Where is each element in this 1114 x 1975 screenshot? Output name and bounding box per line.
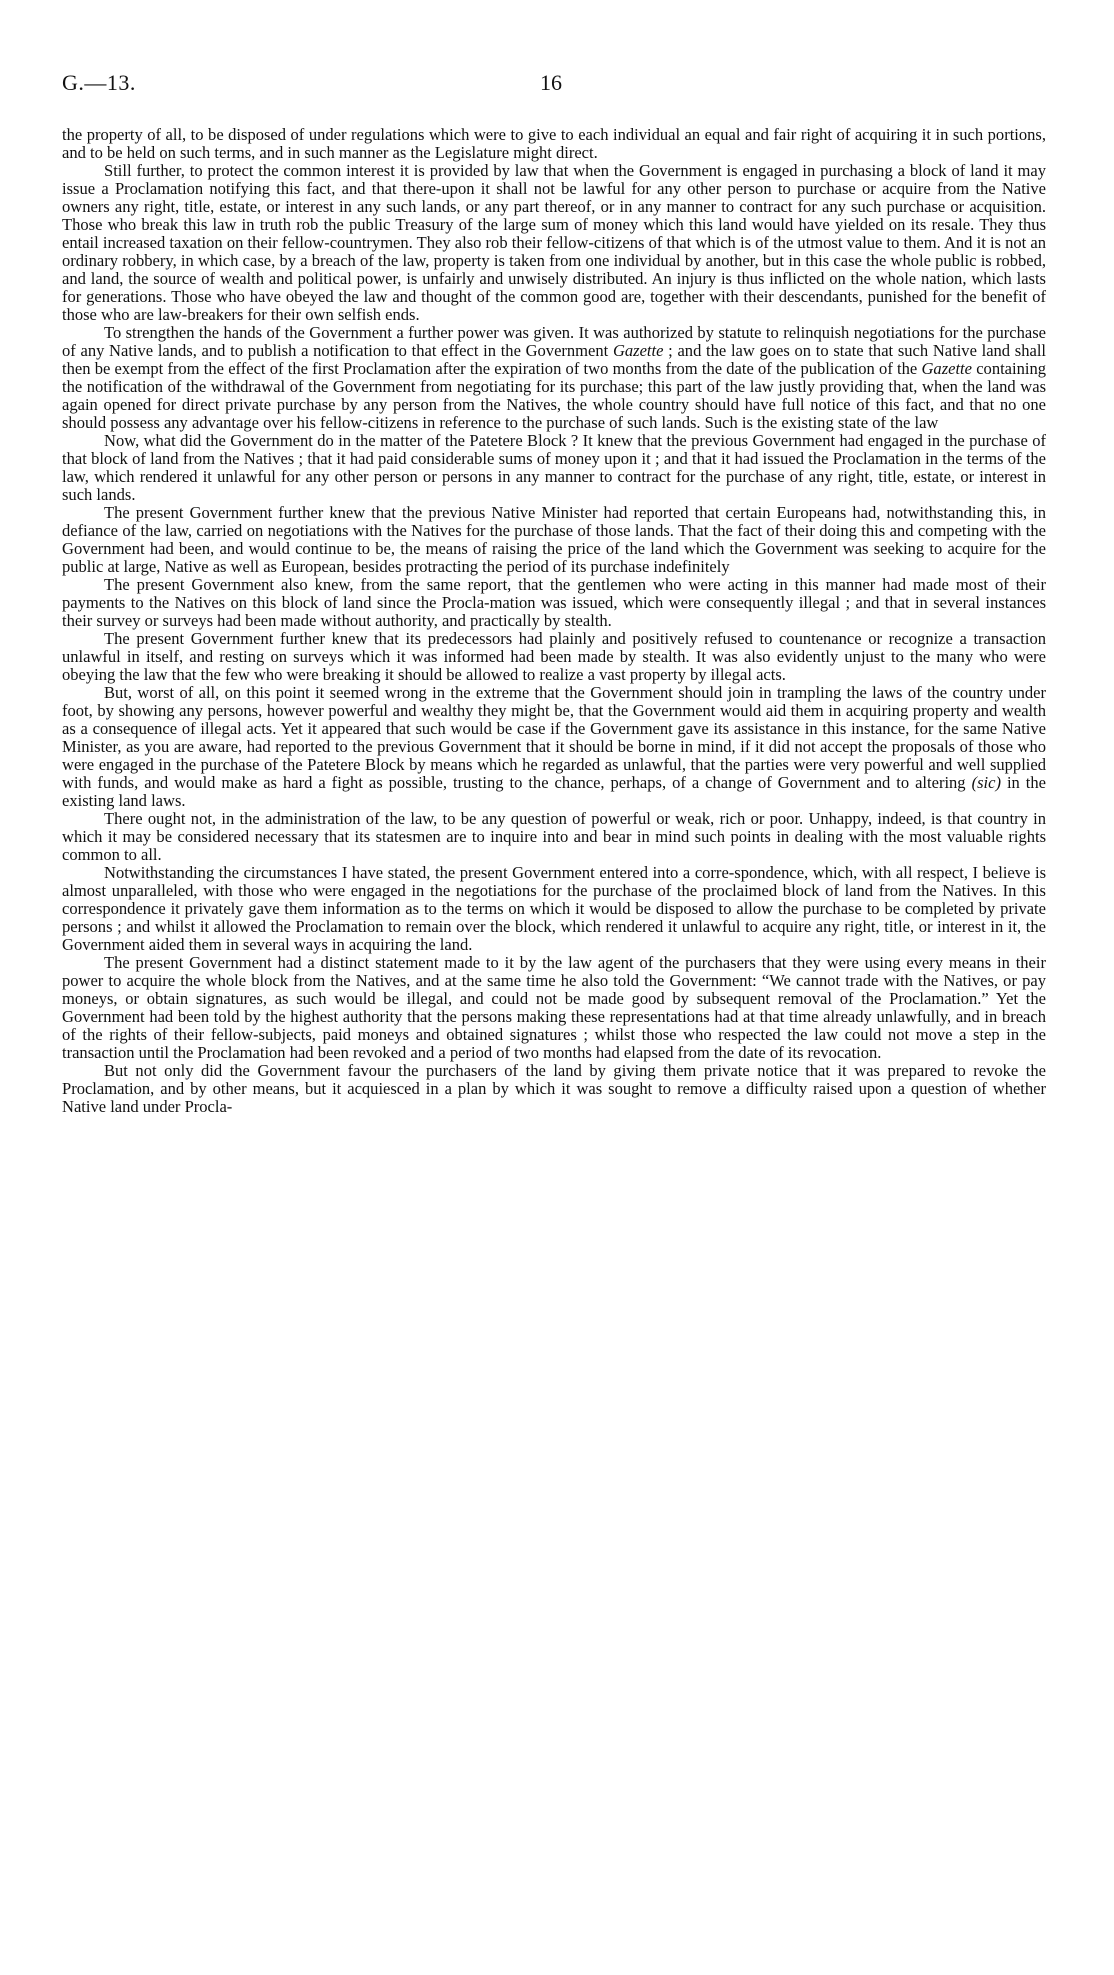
- paragraph: The present Government further knew that the previous Native Minister had reported that certain Europeans had, notwithstanding this, in defiance of the law, carried on negotiations with the Natives for the purchase of those lands. That the fact of their doing this and competing with the Government had been, and would continue to be, the means of raising the price of the land which the Government was seeking to acquire for the public at large, Native as well as European, besides protracting the period of its purchase indefinitely: [62, 503, 1046, 576]
- paragraph: There ought not, in the administration of the law, to be any question of powerful or weak, rich or poor. Unhappy, indeed, is that country in which it may be considered necessary that its statesmen are to inquire into and bear in mind such points in dealing with the most valuable rights common to all.: [62, 809, 1046, 864]
- paragraph: Notwithstanding the circumstances I have stated, the present Government entered into a corre-spondence, which, with all respect, I believe is almost unparalleled, with those who were engaged in the negotiations for the purchase of the proclaimed block of land from the Natives. In this correspondence it privately gave them information as to the terms on which it would be disposed to allow the purchase to be completed by private persons ; and whilst it allowed the Proclamation to remain over the block, which rendered it unlawful to acquire any right, title, or interest in it, the Government aided them in several ways in acquiring the land.: [62, 863, 1046, 954]
- paragraph: The present Government further knew that its predecessors had plainly and positively refused to countenance or recognize a transaction unlawful in itself, and resting on surveys which it was informed had been made by stealth. It was also evidently unjust to the many who were obeying the law that the few who were breaking it should be allowed to realize a vast property by illegal acts.: [62, 629, 1046, 684]
- page-number: 16: [540, 70, 562, 95]
- paragraph: The present Government also knew, from the same report, that the gentlemen who were acting in this manner had made most of their payments to the Natives on this block of land since the Procla-mation was issued, which were consequently illegal ; and that in several instances their survey or surveys had been made without authority, and practically by stealth.: [62, 575, 1046, 630]
- paragraph: But not only did the Government favour the purchasers of the land by giving them private notice that it was prepared to revoke the Proclamation, and by other means, but it acquiesced in a plan by which it was sought to remove a difficulty raised upon a question of whether Native land under Procla-: [62, 1061, 1046, 1116]
- document-reference: G.—13.: [62, 70, 136, 95]
- paragraph: But, worst of all, on this point it seemed wrong in the extreme that the Government should join in trampling the laws of the country under foot, by showing any persons, however powerful and wealthy they might be, that the Government would aid them in acquiring property and wealth as a consequence of illegal acts. Yet it appeared that such would be case if the Government gave its assistance in this instance, for the same Native Minister, as you are aware, had reported to the previous Government that it should be borne in mind, if it did not accept the proposals of those who were engaged in the purchase of the Patetere Block by means which he regarded as unlawful, that the parties were very powerful and well supplied with funds, and would make as hard a fight as possible, trusting to the chance, perhaps, of a change of Government and to altering (sic) in the existing land laws.: [62, 683, 1046, 810]
- paragraph: Still further, to protect the common interest it is provided by law that when the Government is engaged in purchasing a block of land it may issue a Proclamation notifying this fact, and that there-upon it shall not be lawful for any other person to purchase or acquire from the Native owners any right, title, estate, or interest in any such lands, or any part thereof, or in any manner to contract for any such purchase or acquisition. Those who break this law in truth rob the public Treasury of the large sum of money which this land would have yielded on its resale. They thus entail increased taxation on their fellow-countrymen. They also rob their fellow-citizens of that which is of the utmost value to them. And it is not an ordinary robbery, in which case, by a breach of the law, property is taken from one individual by another, but in this case the whole public is robbed, and land, the source of wealth and political power, is unfairly and unwisely distributed. An injury is thus inflicted on the whole nation, which lasts for generations. Those who have obeyed the law and thought of the common good are, together with their descendants, punished for the benefit of those who are law-breakers for their own selfish ends.: [62, 161, 1046, 324]
- paragraph: The present Government had a distinct statement made to it by the law agent of the purchasers that they were using every means in their power to acquire the whole block from the Natives, and at the same time he also told the Government: “We cannot trade with the Natives, or pay moneys, or obtain signatures, as such would be illegal, and could not be made good by subsequent removal of the Proclamation.” Yet the Government had been told by the highest authority that the persons making these representations had at that time already unlawfully, and in breach of the rights of their fellow-subjects, paid moneys and obtained signatures ; whilst those who respected the law could not move a step in the transaction until the Proclamation had been revoked and a period of two months had elapsed from the date of its revocation.: [62, 953, 1046, 1062]
- paragraph: the property of all, to be disposed of under regulations which were to give to each individual an equal and fair right of acquiring it in such portions, and to be held on such terms, and in such manner as the Legislature might direct.: [62, 125, 1046, 162]
- body-text: [62, 126, 1046, 1116]
- paragraph: Now, what did the Government do in the matter of the Patetere Block ? It knew that the previous Government had engaged in the purchase of that block of land from the Natives ; that it had paid considerable sums of money upon it ; and that it had issued the Proclamation in the terms of the law, which rendered it unlawful for any other person or persons in any manner to contract for the purchase of any right, title, estate, or interest in such lands.: [62, 431, 1046, 504]
- page-header: [62, 70, 1052, 100]
- paragraph: To strengthen the hands of the Government a further power was given. It was authorized by statute to relinquish negotiations for the purchase of any Native lands, and to publish a notification to that effect in the Government Gazette ; and the law goes on to state that such Native land shall then be exempt from the effect of the first Proclamation after the expiration of two months from the date of the publication of the Gazette containing the notification of the withdrawal of the Government from negotiating for its purchase; this part of the law justly providing that, when the land was again opened for direct private purchase by any person from the Natives, the whole country should have full notice of this fact, and that no one should possess any advantage over his fellow-citizens in reference to the purchase of such lands. Such is the existing state of the law: [62, 323, 1047, 432]
